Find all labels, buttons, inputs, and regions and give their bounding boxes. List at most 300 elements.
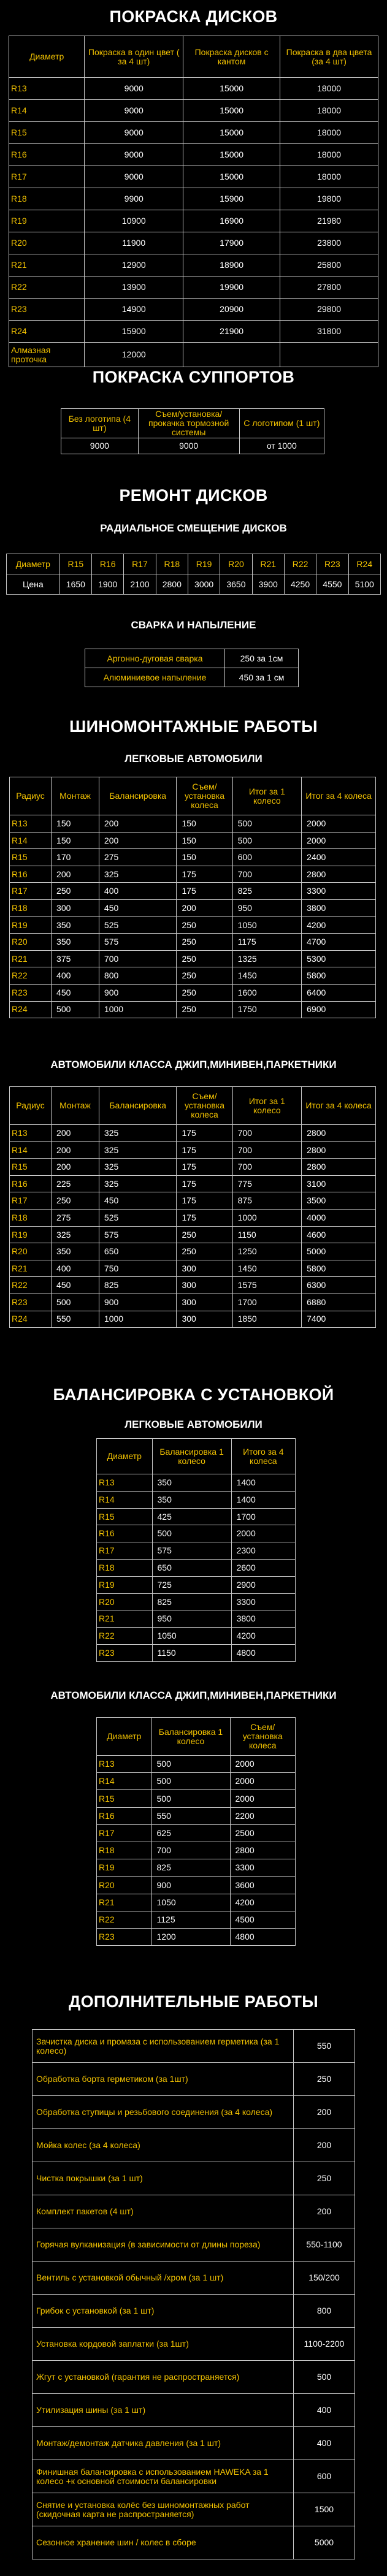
price-cell: 500	[152, 1525, 231, 1542]
radius-cell: R13	[10, 815, 52, 833]
table-row	[97, 1911, 296, 1928]
balancing-subtitle-wrap	[0, 1419, 387, 1431]
price-cell: 11900	[85, 232, 183, 254]
price-cell: 2000	[302, 815, 376, 833]
col-header: Балансировка 1 колесо	[152, 1439, 231, 1474]
radius-cell: R18	[97, 1842, 152, 1859]
price-cell: 825	[232, 883, 302, 900]
radius-cell: R18	[10, 899, 52, 916]
col-header: Балансировка 1 колесо	[151, 1718, 230, 1756]
diameter-cell: R23	[9, 299, 85, 321]
tire-title: ШИНОМОНТАЖНЫЕ РАБОТЫ	[69, 717, 318, 736]
price-cell	[280, 343, 378, 367]
table-row	[97, 1807, 296, 1824]
price-cell: 250	[177, 1226, 232, 1243]
table-row	[10, 1192, 376, 1210]
price-cell: 150	[177, 849, 232, 866]
price-cell: 900	[99, 1294, 177, 1311]
repair-subtitle: РАДИАЛЬНОЕ СМЕЩЕНИЕ ДИСКОВ	[100, 522, 287, 534]
col-header: Радиус	[10, 1087, 52, 1125]
price-cell: 350	[52, 1243, 99, 1260]
diameter-cell: R22	[9, 276, 85, 299]
table-row	[10, 1209, 376, 1226]
price-cell: 2200	[230, 1807, 296, 1824]
price-cell: 5300	[302, 950, 376, 967]
radial-price-cell: 1900	[92, 574, 124, 595]
col-header: Итог за 1 колесо	[232, 1087, 302, 1125]
price-cell: 425	[152, 1508, 231, 1525]
price-cell: 1450	[232, 1260, 302, 1277]
table-row	[33, 2394, 355, 2427]
col-header: Итого за 4 колеса	[231, 1439, 295, 1474]
service-name: Чистка покрышки (за 1 шт)	[33, 2162, 294, 2195]
price-cell: 4800	[230, 1928, 296, 1945]
table-row	[97, 1593, 296, 1610]
price-cell: 12900	[85, 254, 183, 276]
service-price: 600	[294, 2460, 355, 2493]
price-cell: 1125	[151, 1911, 230, 1928]
price-cell: 250	[177, 967, 232, 985]
col-header: Радиус	[10, 777, 52, 815]
price-cell: 15900	[183, 188, 280, 210]
radius-cell: R19	[10, 916, 52, 934]
welding-title: СВАРКА И НАПЫЛЕНИЕ	[131, 619, 256, 631]
price-cell: 625	[151, 1824, 230, 1842]
price-cell: 200	[99, 815, 177, 833]
price-cell: 250	[177, 984, 232, 1001]
tire-subtitle-wrap	[0, 753, 387, 765]
table-row	[10, 950, 376, 967]
price-cell: 19800	[280, 188, 378, 210]
table-row	[97, 1576, 296, 1593]
table-row	[10, 866, 376, 883]
col-header: Монтаж	[52, 777, 99, 815]
radius-cell: R20	[97, 1593, 153, 1610]
radius-cell: R15	[10, 849, 52, 866]
radius-cell: R22	[97, 1628, 153, 1645]
table-row	[9, 321, 378, 343]
price-cell: 300	[52, 899, 99, 916]
radius-cell: R21	[10, 1260, 52, 1277]
price-cell: 2900	[231, 1576, 295, 1593]
service-name: Утилизация шины (за 1 шт)	[33, 2394, 294, 2427]
price-cell: 1250	[232, 1243, 302, 1260]
price-cell: 150	[177, 832, 232, 849]
price-cell: 175	[177, 1192, 232, 1210]
table-row	[9, 166, 378, 188]
price-cell: 15000	[183, 78, 280, 100]
balancing-jeep-title: АВТОМОБИЛИ КЛАССА ДЖИП,МИНИВЕН,ПАРКЕТНИКИ	[50, 1690, 337, 1701]
table-row	[33, 2361, 355, 2394]
col-header: Итог за 1 колесо	[232, 777, 302, 815]
price-cell: 200	[52, 1141, 99, 1159]
price-cell: 700	[151, 1842, 230, 1859]
price-cell: 9000	[85, 166, 183, 188]
price-cell: 300	[177, 1277, 232, 1294]
price-cell: 3300	[302, 883, 376, 900]
price-cell: 6880	[302, 1294, 376, 1311]
radius-cell: R16	[10, 866, 52, 883]
supports-col-removal: Съем/установка/ прокачка тормозной системы	[138, 409, 239, 438]
table-row	[9, 254, 378, 276]
price-cell: 9000	[85, 144, 183, 166]
price-cell: 325	[99, 1175, 177, 1192]
price-cell: 15000	[183, 100, 280, 122]
price-cell: 700	[99, 950, 177, 967]
price-cell: 20900	[183, 299, 280, 321]
price-cell: 5800	[302, 1260, 376, 1277]
price-cell: 4200	[302, 916, 376, 934]
price-cell: 700	[232, 1125, 302, 1142]
radial-size-cell: R16	[92, 554, 124, 574]
radius-cell: R17	[97, 1542, 153, 1560]
service-price: 200	[294, 2129, 355, 2162]
diameter-cell: R20	[9, 232, 85, 254]
radius-cell: R16	[97, 1807, 152, 1824]
price-cell: 500	[52, 1001, 99, 1018]
table-row	[9, 188, 378, 210]
table-row	[33, 2427, 355, 2460]
welding-title-wrap	[0, 619, 387, 631]
price-cell: 600	[232, 849, 302, 866]
price-cell: 500	[151, 1756, 230, 1773]
price-cell: 6900	[302, 1001, 376, 1018]
price-cell: 2600	[231, 1559, 295, 1576]
service-name: Снятие и установка колёс без шиномонтажных работ (скидочная карта не распространяется)	[33, 2493, 294, 2526]
table-row	[33, 2460, 355, 2493]
price-cell: 400	[99, 883, 177, 900]
radius-cell: R14	[10, 1141, 52, 1159]
price-cell: 575	[99, 1226, 177, 1243]
table-row	[33, 2096, 355, 2129]
service-price: 5000	[294, 2526, 355, 2559]
table-row	[10, 916, 376, 934]
tire-section	[0, 717, 387, 736]
table-row	[97, 1559, 296, 1576]
price-cell: 21980	[280, 210, 378, 232]
radius-cell: R19	[10, 1226, 52, 1243]
radius-cell: R23	[10, 1294, 52, 1311]
col-header: Диаметр	[97, 1439, 153, 1474]
diameter-cell: R13	[9, 78, 85, 100]
price-cell: 300	[177, 1260, 232, 1277]
service-price: 150/200	[294, 2262, 355, 2295]
table-row	[97, 1928, 296, 1945]
radial-size-cell: R17	[124, 554, 156, 574]
price-cell: 750	[99, 1260, 177, 1277]
price-cell: 825	[152, 1593, 231, 1610]
table-row	[33, 2295, 355, 2328]
radial-size-cell: R23	[316, 554, 348, 574]
radial-label-diameter: Диаметр	[7, 554, 60, 574]
radius-cell: R13	[10, 1125, 52, 1142]
repair-title: РЕМОНТ ДИСКОВ	[119, 486, 268, 505]
radius-cell: R18	[10, 1209, 52, 1226]
price-cell: 18000	[280, 122, 378, 144]
price-cell: 9000	[85, 78, 183, 100]
service-price: 550-1100	[294, 2228, 355, 2262]
radius-cell: R15	[97, 1790, 152, 1807]
table-row	[10, 1001, 376, 1018]
radius-cell: R15	[97, 1508, 153, 1525]
service-name: Вентиль с установкой обычный /хром (за 1 шт)	[33, 2262, 294, 2295]
radius-cell: R19	[97, 1859, 152, 1877]
jeep-title: АВТОМОБИЛИ КЛАССА ДЖИП,МИНИВЕН,ПАРКЕТНИКИ	[50, 1059, 337, 1070]
price-cell: 16900	[183, 210, 280, 232]
price-cell: 250	[177, 934, 232, 951]
price-cell: 500	[151, 1773, 230, 1790]
jeep-table	[9, 1086, 376, 1328]
supports-value-no-logo: 9000	[61, 438, 139, 454]
table-row	[97, 1894, 296, 1911]
price-cell: 6400	[302, 984, 376, 1001]
table-row	[97, 1842, 296, 1859]
price-cell: 550	[52, 1311, 99, 1328]
table-row	[9, 122, 378, 144]
price-cell: 250	[52, 883, 99, 900]
table-row	[33, 2493, 355, 2526]
welding-alu-price: 450 за 1 см	[225, 668, 299, 687]
table-row	[10, 1141, 376, 1159]
price-cell: 2800	[302, 1141, 376, 1159]
supports-section	[0, 368, 387, 387]
col-header: Итог за 4 колеса	[302, 1087, 376, 1125]
table-row	[33, 2129, 355, 2162]
radial-size-cell: R19	[188, 554, 220, 574]
price-cell: 150	[52, 832, 99, 849]
price-cell: 1000	[232, 1209, 302, 1226]
table-row	[33, 2262, 355, 2295]
balancing-jeep-table	[96, 1717, 296, 1946]
col-header: Балансировка	[99, 777, 177, 815]
service-price: 200	[294, 2096, 355, 2129]
radius-cell: R20	[10, 934, 52, 951]
radius-cell: R15	[10, 1159, 52, 1176]
price-cell: 200	[52, 1159, 99, 1176]
price-cell: 170	[52, 849, 99, 866]
price-cell: 4200	[230, 1894, 296, 1911]
price-cell: 700	[232, 1159, 302, 1176]
price-cell: 2000	[231, 1525, 295, 1542]
price-cell: 2400	[302, 849, 376, 866]
price-cell: 4000	[302, 1209, 376, 1226]
price-cell: 18900	[183, 254, 280, 276]
service-price: 1100-2200	[294, 2328, 355, 2361]
price-cell: 700	[232, 1141, 302, 1159]
radial-size-cell: R21	[252, 554, 284, 574]
radius-cell: R14	[97, 1491, 153, 1508]
table-row	[10, 934, 376, 951]
radius-cell: R22	[97, 1911, 152, 1928]
price-cell: 3100	[302, 1175, 376, 1192]
table-row	[97, 1824, 296, 1842]
service-name: Обработка борта герметиком (за 1шт)	[33, 2063, 294, 2096]
radius-cell: R13	[97, 1756, 152, 1773]
price-cell: 175	[177, 1141, 232, 1159]
price-cell: 1700	[231, 1508, 295, 1525]
radial-price-cell: 2100	[124, 574, 156, 595]
price-cell: 3300	[230, 1859, 296, 1877]
table-row	[97, 1525, 296, 1542]
price-cell: 15000	[183, 144, 280, 166]
radial-price-cell: 3900	[252, 574, 284, 595]
table-row	[97, 1790, 296, 1807]
price-cell: 14900	[85, 299, 183, 321]
price-cell: 1200	[151, 1928, 230, 1945]
table-row	[10, 883, 376, 900]
price-cell: 19900	[183, 276, 280, 299]
price-cell: 325	[99, 1159, 177, 1176]
diameter-cell: R21	[9, 254, 85, 276]
price-cell: 3600	[230, 1877, 296, 1894]
diameter-cell: R24	[9, 321, 85, 343]
disk-paint-title: ПОКРАСКА ДИСКОВ	[109, 7, 278, 26]
radial-label-price: Цена	[7, 574, 60, 595]
table-row	[10, 899, 376, 916]
price-cell: 875	[232, 1192, 302, 1210]
radius-cell: R23	[97, 1644, 153, 1661]
price-cell: 450	[52, 1277, 99, 1294]
table-row	[33, 2328, 355, 2361]
radial-size-cell: R15	[59, 554, 91, 574]
radius-cell: R19	[97, 1576, 153, 1593]
price-cell: 10900	[85, 210, 183, 232]
price-cell: 3500	[302, 1192, 376, 1210]
service-price: 400	[294, 2427, 355, 2460]
table-row	[10, 1226, 376, 1243]
col-header: Съем/ установка колеса	[177, 1087, 232, 1125]
radius-cell: R16	[10, 1175, 52, 1192]
supports-col-logo: С логотипом (1 шт)	[239, 409, 324, 438]
price-cell: 500	[151, 1790, 230, 1807]
service-price: 1500	[294, 2493, 355, 2526]
service-name: Грибок с установкой (за 1 шт)	[33, 2295, 294, 2328]
table-row	[9, 78, 378, 100]
table-row	[9, 232, 378, 254]
table-row	[97, 1491, 296, 1508]
table-row	[10, 1277, 376, 1294]
price-cell: 450	[99, 1192, 177, 1210]
price-cell: 300	[177, 1311, 232, 1328]
radial-price-cell: 3000	[188, 574, 220, 595]
table-row	[10, 1243, 376, 1260]
price-cell: 12000	[85, 343, 183, 367]
extra-table	[32, 2029, 355, 2559]
price-cell: 1400	[231, 1474, 295, 1492]
price-cell: 1575	[232, 1277, 302, 1294]
diameter-cell: R19	[9, 210, 85, 232]
table-row	[9, 276, 378, 299]
price-cell: 175	[177, 883, 232, 900]
table-row	[10, 1311, 376, 1328]
radius-cell: R24	[10, 1311, 52, 1328]
price-cell: 1600	[232, 984, 302, 1001]
price-cell: 29800	[280, 299, 378, 321]
service-price: 500	[294, 2361, 355, 2394]
diameter-cell: R15	[9, 122, 85, 144]
balancing-subtitle: ЛЕГКОВЫЕ АВТОМОБИЛИ	[125, 1419, 262, 1430]
table-row	[97, 1508, 296, 1525]
price-cell: 2800	[230, 1842, 296, 1859]
tire-table	[9, 777, 376, 1018]
supports-col-no-logo: Без логотипа (4 шт)	[61, 409, 139, 438]
col-two-color: Покраска в два цвета (за 4 шт)	[280, 36, 378, 78]
table-row	[33, 2526, 355, 2559]
diameter-cell: R16	[9, 144, 85, 166]
table-row	[10, 1159, 376, 1176]
service-price: 250	[294, 2162, 355, 2195]
price-cell: 200	[99, 832, 177, 849]
table-row	[97, 1859, 296, 1877]
price-cell: 900	[151, 1877, 230, 1894]
price-cell: 4200	[231, 1628, 295, 1645]
radial-table	[6, 554, 381, 595]
radius-cell: R22	[10, 1277, 52, 1294]
price-cell: 1400	[231, 1491, 295, 1508]
price-cell: 2000	[230, 1790, 296, 1807]
price-cell: 6300	[302, 1277, 376, 1294]
table-row	[33, 2162, 355, 2195]
price-cell: 300	[177, 1294, 232, 1311]
price-cell: 2500	[230, 1824, 296, 1842]
service-price: 400	[294, 2394, 355, 2427]
price-cell: 250	[52, 1192, 99, 1210]
table-row	[97, 1542, 296, 1560]
price-cell: 15900	[85, 321, 183, 343]
service-name: Мойка колес (за 4 колеса)	[33, 2129, 294, 2162]
price-cell: 175	[177, 1175, 232, 1192]
price-cell: 9900	[85, 188, 183, 210]
table-row	[10, 1260, 376, 1277]
price-cell: 13900	[85, 276, 183, 299]
balancing-table	[96, 1438, 296, 1662]
price-cell: 175	[177, 1209, 232, 1226]
price-cell: 325	[52, 1226, 99, 1243]
price-cell: 5000	[302, 1243, 376, 1260]
price-cell: 550	[151, 1807, 230, 1824]
price-cell: 2000	[230, 1773, 296, 1790]
price-cell: 175	[177, 866, 232, 883]
price-cell: 1450	[232, 967, 302, 985]
price-cell: 9000	[85, 100, 183, 122]
price-cell: 575	[99, 934, 177, 951]
radial-price-cell: 2800	[156, 574, 188, 595]
price-cell: 825	[99, 1277, 177, 1294]
price-cell: 18000	[280, 100, 378, 122]
price-cell: 275	[99, 849, 177, 866]
table-row	[33, 2030, 355, 2063]
price-cell: 400	[52, 967, 99, 985]
table-row	[9, 210, 378, 232]
table-row	[10, 1125, 376, 1142]
col-header: Съем/ установка колеса	[230, 1718, 296, 1756]
radius-cell: R14	[10, 832, 52, 849]
price-cell: 2000	[230, 1756, 296, 1773]
service-name: Горячая вулканизация (в зависимости от длины пореза)	[33, 2228, 294, 2262]
welding-argon-label: Аргонно-дуговая сварка	[85, 649, 225, 668]
price-cell: 1175	[232, 934, 302, 951]
radius-cell: R20	[10, 1243, 52, 1260]
price-cell: 4800	[231, 1644, 295, 1661]
table-row	[33, 2195, 355, 2228]
price-cell: 21900	[183, 321, 280, 343]
welding-table	[85, 649, 299, 687]
price-cell: 1050	[232, 916, 302, 934]
table-row	[97, 1610, 296, 1628]
price-cell: 1000	[99, 1311, 177, 1328]
price-cell: 350	[52, 934, 99, 951]
price-cell	[183, 343, 280, 367]
